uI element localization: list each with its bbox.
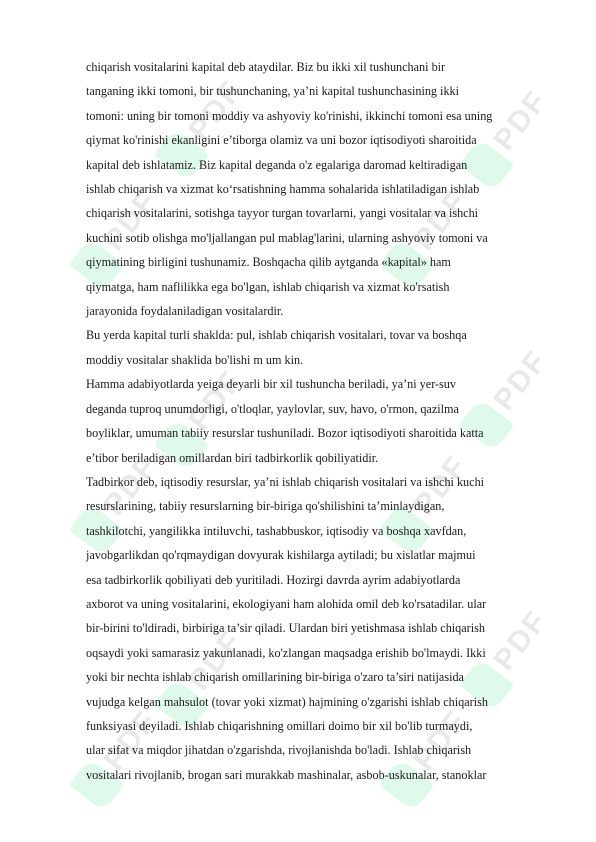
text-line: jarayonida foydalaniladigan vositalardir.	[86, 304, 284, 319]
text-line: deganda tuproq unumdorligi, o'tloqlar, yaylovlar, suv, havo, o'rmon, qazilma	[86, 401, 459, 416]
text-line: tanganing ikki tomoni, bir tushunchaning, ya’ni kapital tushunchasining ikki	[86, 84, 460, 99]
watermark-text: PDF	[407, 449, 475, 522]
watermark-text: PDF	[97, 449, 165, 522]
text-line: qiymatga, ham naflilikka ega bo'lgan, ishlab chiqarish va xizmat ko'rsatish	[86, 279, 450, 294]
text-line: qiymat ko'rinishi ekanligini e’tiborga olamiz va uni bozor iqtisodiyoti sharoitida	[86, 133, 477, 148]
watermark-text: PDF	[487, 84, 555, 157]
text-line: bir-birini to'ldiradi, birbiriga ta’sir qiladi. Ulardan biri yetishmasa ishlab chiqarish	[86, 621, 485, 636]
watermark-text: PDF	[97, 704, 165, 777]
text-line: Hamma adabiyotlarda yeiga deyarli bir xil tushuncha beriladi, ya’ni yer-suv	[86, 377, 456, 392]
text-line: ular sifat va miqdor jihatdan o'zgarishda, rivojlanishda bo'ladi. Ishlab chiqarish	[86, 743, 472, 758]
watermark-text: PDF	[97, 184, 165, 257]
watermark-text: PDF	[487, 344, 555, 417]
text-line: kapital deb ishlatamiz. Biz kapital deganda o'z egalariga daromad keltiradigan	[86, 157, 468, 172]
text-line: vositalari rivojlanib, brogan sari murakkab mashinalar, asbob-uskunalar, stanoklar	[86, 767, 487, 782]
text-line: chiqarish vositalarini kapital deb ataydilar. Biz bu ikki xil tushunchani bir	[86, 60, 446, 74]
text-line: oqsaydi yoki samarasiz yakunlanadi, ko'zlangan maqsadga erishib bo'lmaydi. Ikki	[86, 645, 486, 660]
watermark-text: PDF	[182, 74, 250, 147]
watermark-text: PDF	[407, 184, 475, 257]
document-body-text	[86, 55, 556, 787]
watermark-text: PDF	[407, 704, 475, 777]
text-line: chiqarish vositalarini, sotishga tayyor turgan tovarlarni, yangi vositalar va ishchi	[86, 206, 479, 221]
text-line: javobgarlikdan qo'rqmaydigan dovyurak kishilarga aytiladi; bu xislatlar majmui	[86, 548, 476, 563]
text-line: esa tadbirkorlik qobiliyati deb yuritiladi. Hozirgi davrda ayrim adabiyotlarda	[86, 572, 461, 587]
watermark-text: PDF	[182, 364, 250, 437]
text-line: axborot va uning vositalarini, ekologiyani ham alohida omil deb ko'rsatadilar. ular	[86, 596, 487, 611]
watermark-text: PDF	[487, 604, 555, 677]
text-line: vujudga kelgan mahsulot (tovar yoki xizmat) hajmining o'zgarishi ishlab chiqarish	[86, 694, 488, 709]
text-line: boyliklar, umuman tabiiy resurslar tushuniladi. Bozor iqtisodiyoti sharoitida katta	[86, 426, 484, 441]
text-line: tomoni: uning bir tomoni moddiy va ashyoviy ko'rinishi, ikkinchi tomoni esa uning	[86, 108, 493, 123]
text-line: e’tibor beriladigan omillardan biri tadbirkorlik qobiliyatidir.	[86, 450, 379, 465]
text-line: moddiy vositalar shaklida bo'lishi m um kin.	[86, 352, 304, 367]
text-line: qiymatining birligini tushunamiz. Boshqacha qilib aytganda «kapital» ham	[86, 255, 451, 270]
text-line: Bu yerda kapital turli shaklda: pul, ishlab chiqarish vositalari, tovar va boshqa	[86, 328, 467, 343]
text-line: ishlab chiqarish va xizmat ko‘rsatishning hamma sohalarida ishlatiladigan ishlab	[86, 182, 480, 197]
text-line: resurslarining, tabiiy resurslarning bir-biriga qo'shilishini ta’minlaydigan,	[86, 499, 445, 514]
watermark-text: PDF	[182, 624, 250, 697]
text-line: funksiyasi deyiladi. Ishlab chiqarishning omillari doimo bir xil bo'lib turmaydi,	[86, 718, 473, 733]
text-line: kuchini sotib olishga mo'ljallangan pul mablag'larini, ularning ashyoviy tomoni va	[86, 230, 488, 245]
text-line: yoki bir nechta ishlab chiqarish omillarining bir-biriga o'zaro ta’siri natijasida	[86, 670, 464, 685]
text-line: tashkilotchi, yangilikka intiluvchi, tashabbuskor, iqtisodiy va boshqa xavfdan,	[86, 523, 467, 538]
text-line: Tadbirkor deb, iqtisodiy resurslar, ya’ni ishlab chiqarish vositalari va ishchi kuchi	[86, 474, 485, 489]
